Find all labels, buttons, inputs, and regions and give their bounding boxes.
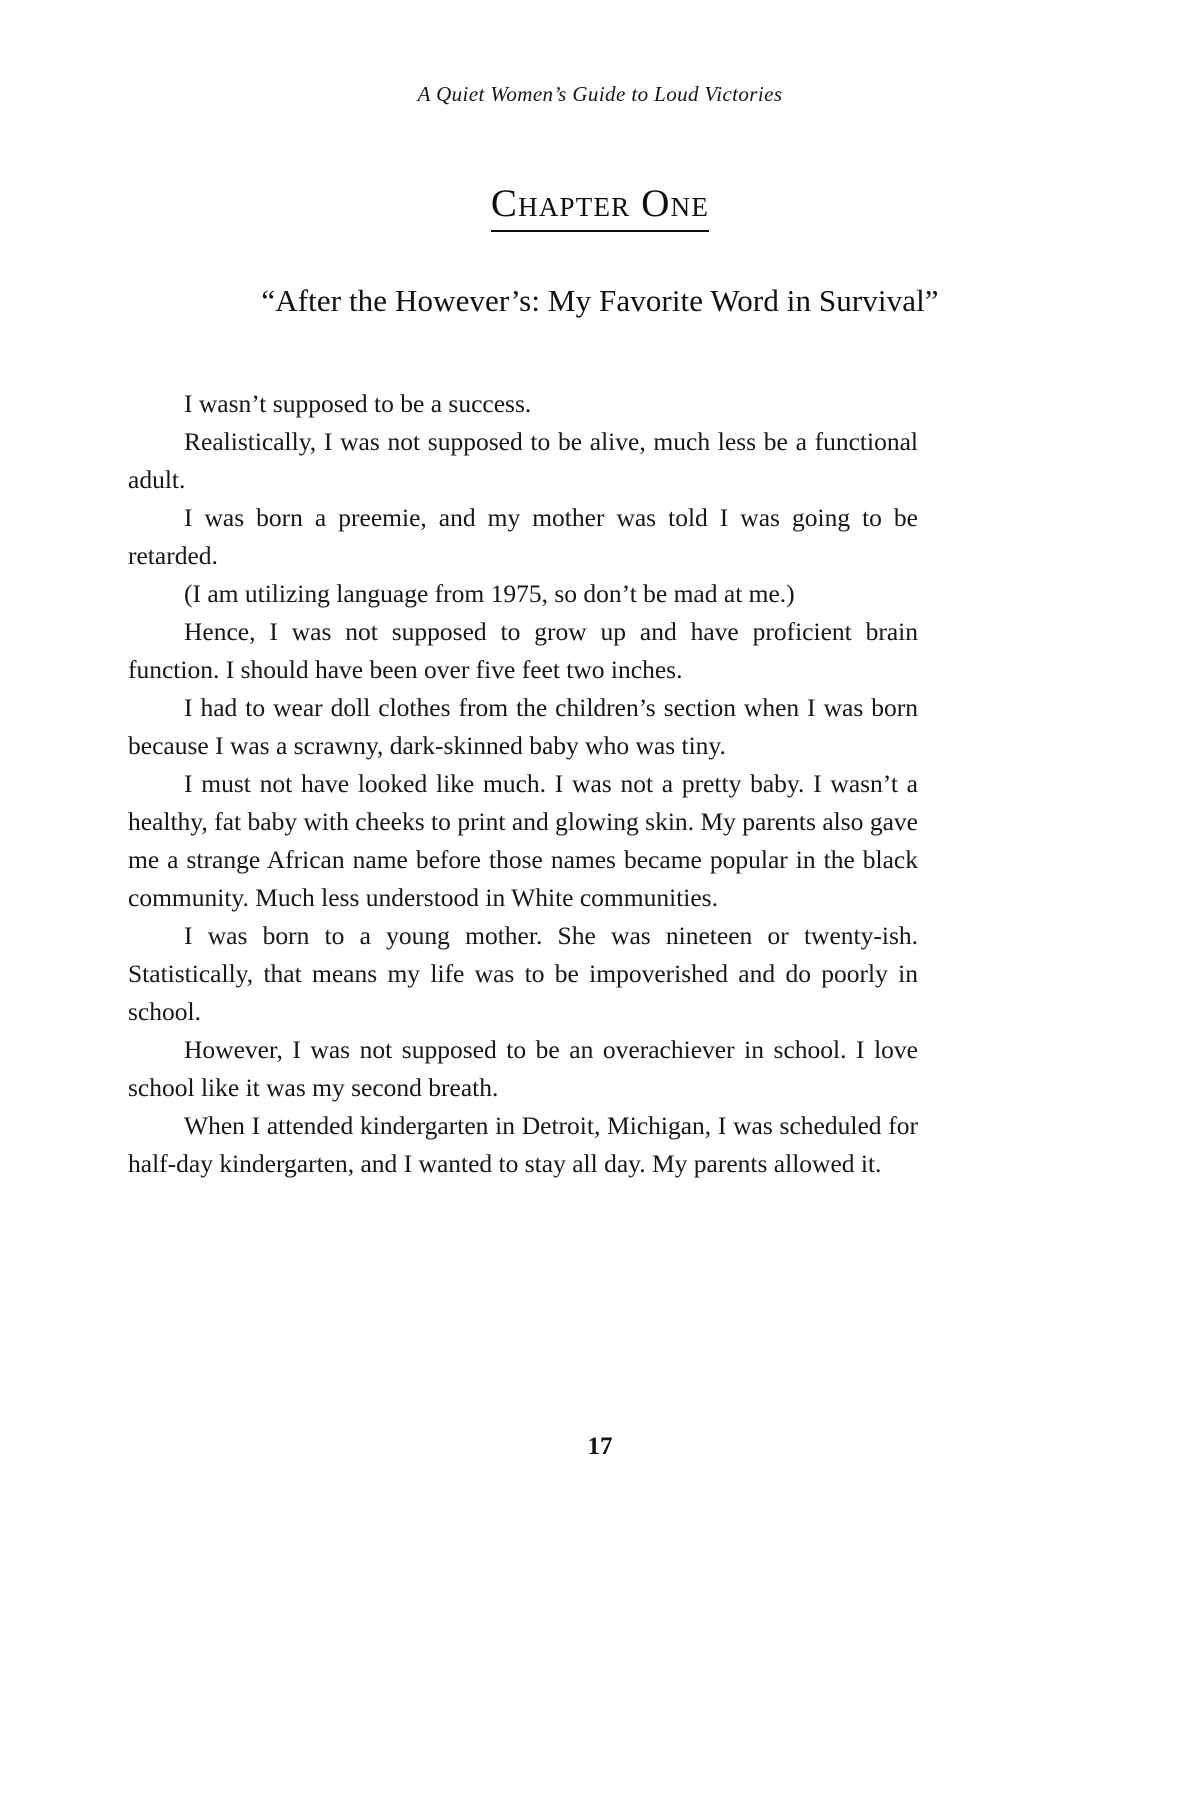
- paragraph: Realistically, I was not supposed to be alive, much less be a functional adult.: [128, 427, 918, 494]
- paragraph: I was born to a young mother. She was nineteen or twenty-ish. Statistically, that means my life was to be impoverished and do poorly in school.: [128, 921, 918, 1026]
- body-text: [128, 385, 918, 1183]
- chapter-title-container: [0, 183, 1200, 232]
- paragraph: (I am utilizing language from 1975, so don’t be mad at me.): [184, 579, 795, 608]
- page-number: 17: [587, 1433, 613, 1460]
- paragraph: I must not have looked like much. I was not a pretty baby. I wasn’t a healthy, fat baby with cheeks to print and glowing skin. My parents also gave me a strange African name before those names became popular in the black community. Much less understood in White communities.: [128, 769, 918, 912]
- paragraph: However, I was not supposed to be an overachiever in school. I love school like it was my second breath.: [128, 1035, 918, 1102]
- paragraph: I had to wear doll clothes from the children’s section when I was born because I was a scrawny, dark-skinned baby who was tiny.: [128, 693, 918, 760]
- paragraph: I was born a preemie, and my mother was told I was going to be retarded.: [128, 503, 918, 570]
- chapter-title: Chapter One: [491, 183, 709, 232]
- paragraph: Hence, I was not supposed to grow up and have proficient brain function. I should have been over five feet two inches.: [128, 617, 918, 684]
- paragraph: When I attended kindergarten in Detroit, Michigan, I was scheduled for half-day kindergarten, and I wanted to stay all day. My parents allowed it.: [128, 1111, 918, 1178]
- running-head: A Quiet Women’s Guide to Loud Victories: [417, 82, 783, 106]
- section-subtitle: “After the However’s: My Favorite Word in Survival”: [261, 283, 939, 318]
- paragraph: I wasn’t supposed to be a success.: [184, 389, 532, 418]
